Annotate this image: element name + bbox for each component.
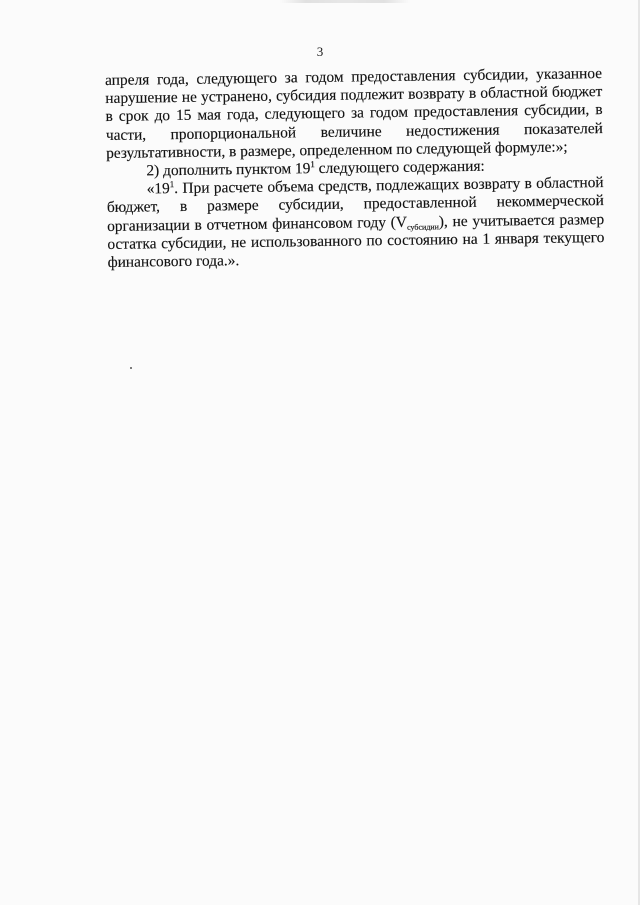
superscript-index: 1: [310, 159, 315, 170]
clause-superscript: 1: [169, 179, 175, 190]
amendment-text-before: 2) дополнить пунктом 19: [146, 160, 311, 180]
paragraph-new-clause: [107, 174, 605, 272]
amendment-text-after: следующего содержания:: [314, 157, 485, 178]
page-number: 3: [316, 44, 324, 59]
scan-artifact-top: [280, 0, 410, 3]
clause-number: «19: [146, 180, 170, 198]
subsidy-subscript: субсидии: [406, 221, 439, 232]
document-body: [105, 65, 605, 272]
clause-text-part-a: . При расчете объема средств, подлежащих возврату в областной бюджет, в размере субсидии, предоставленной некоммерческой организации в отчетном финансовом году (V: [106, 174, 604, 235]
clause-text-part-b: ), не учитывается размер остатка субсидии, не использованного по состоянию на 1 января текущего финансового года.».: [107, 210, 605, 272]
paragraph-continuation: апреля года, следующего за годом предоставления субсидии, указанное нарушение не устранено, субсидия подлежит возврату в областной бюджет в срок до 15 мая года, следующего за годом предоставления субсидии, в части, пропорциональной величине недостижения показателей результативности, в размере, определенном по следующей формуле:»;: [105, 65, 603, 162]
scan-speck: [130, 367, 132, 369]
